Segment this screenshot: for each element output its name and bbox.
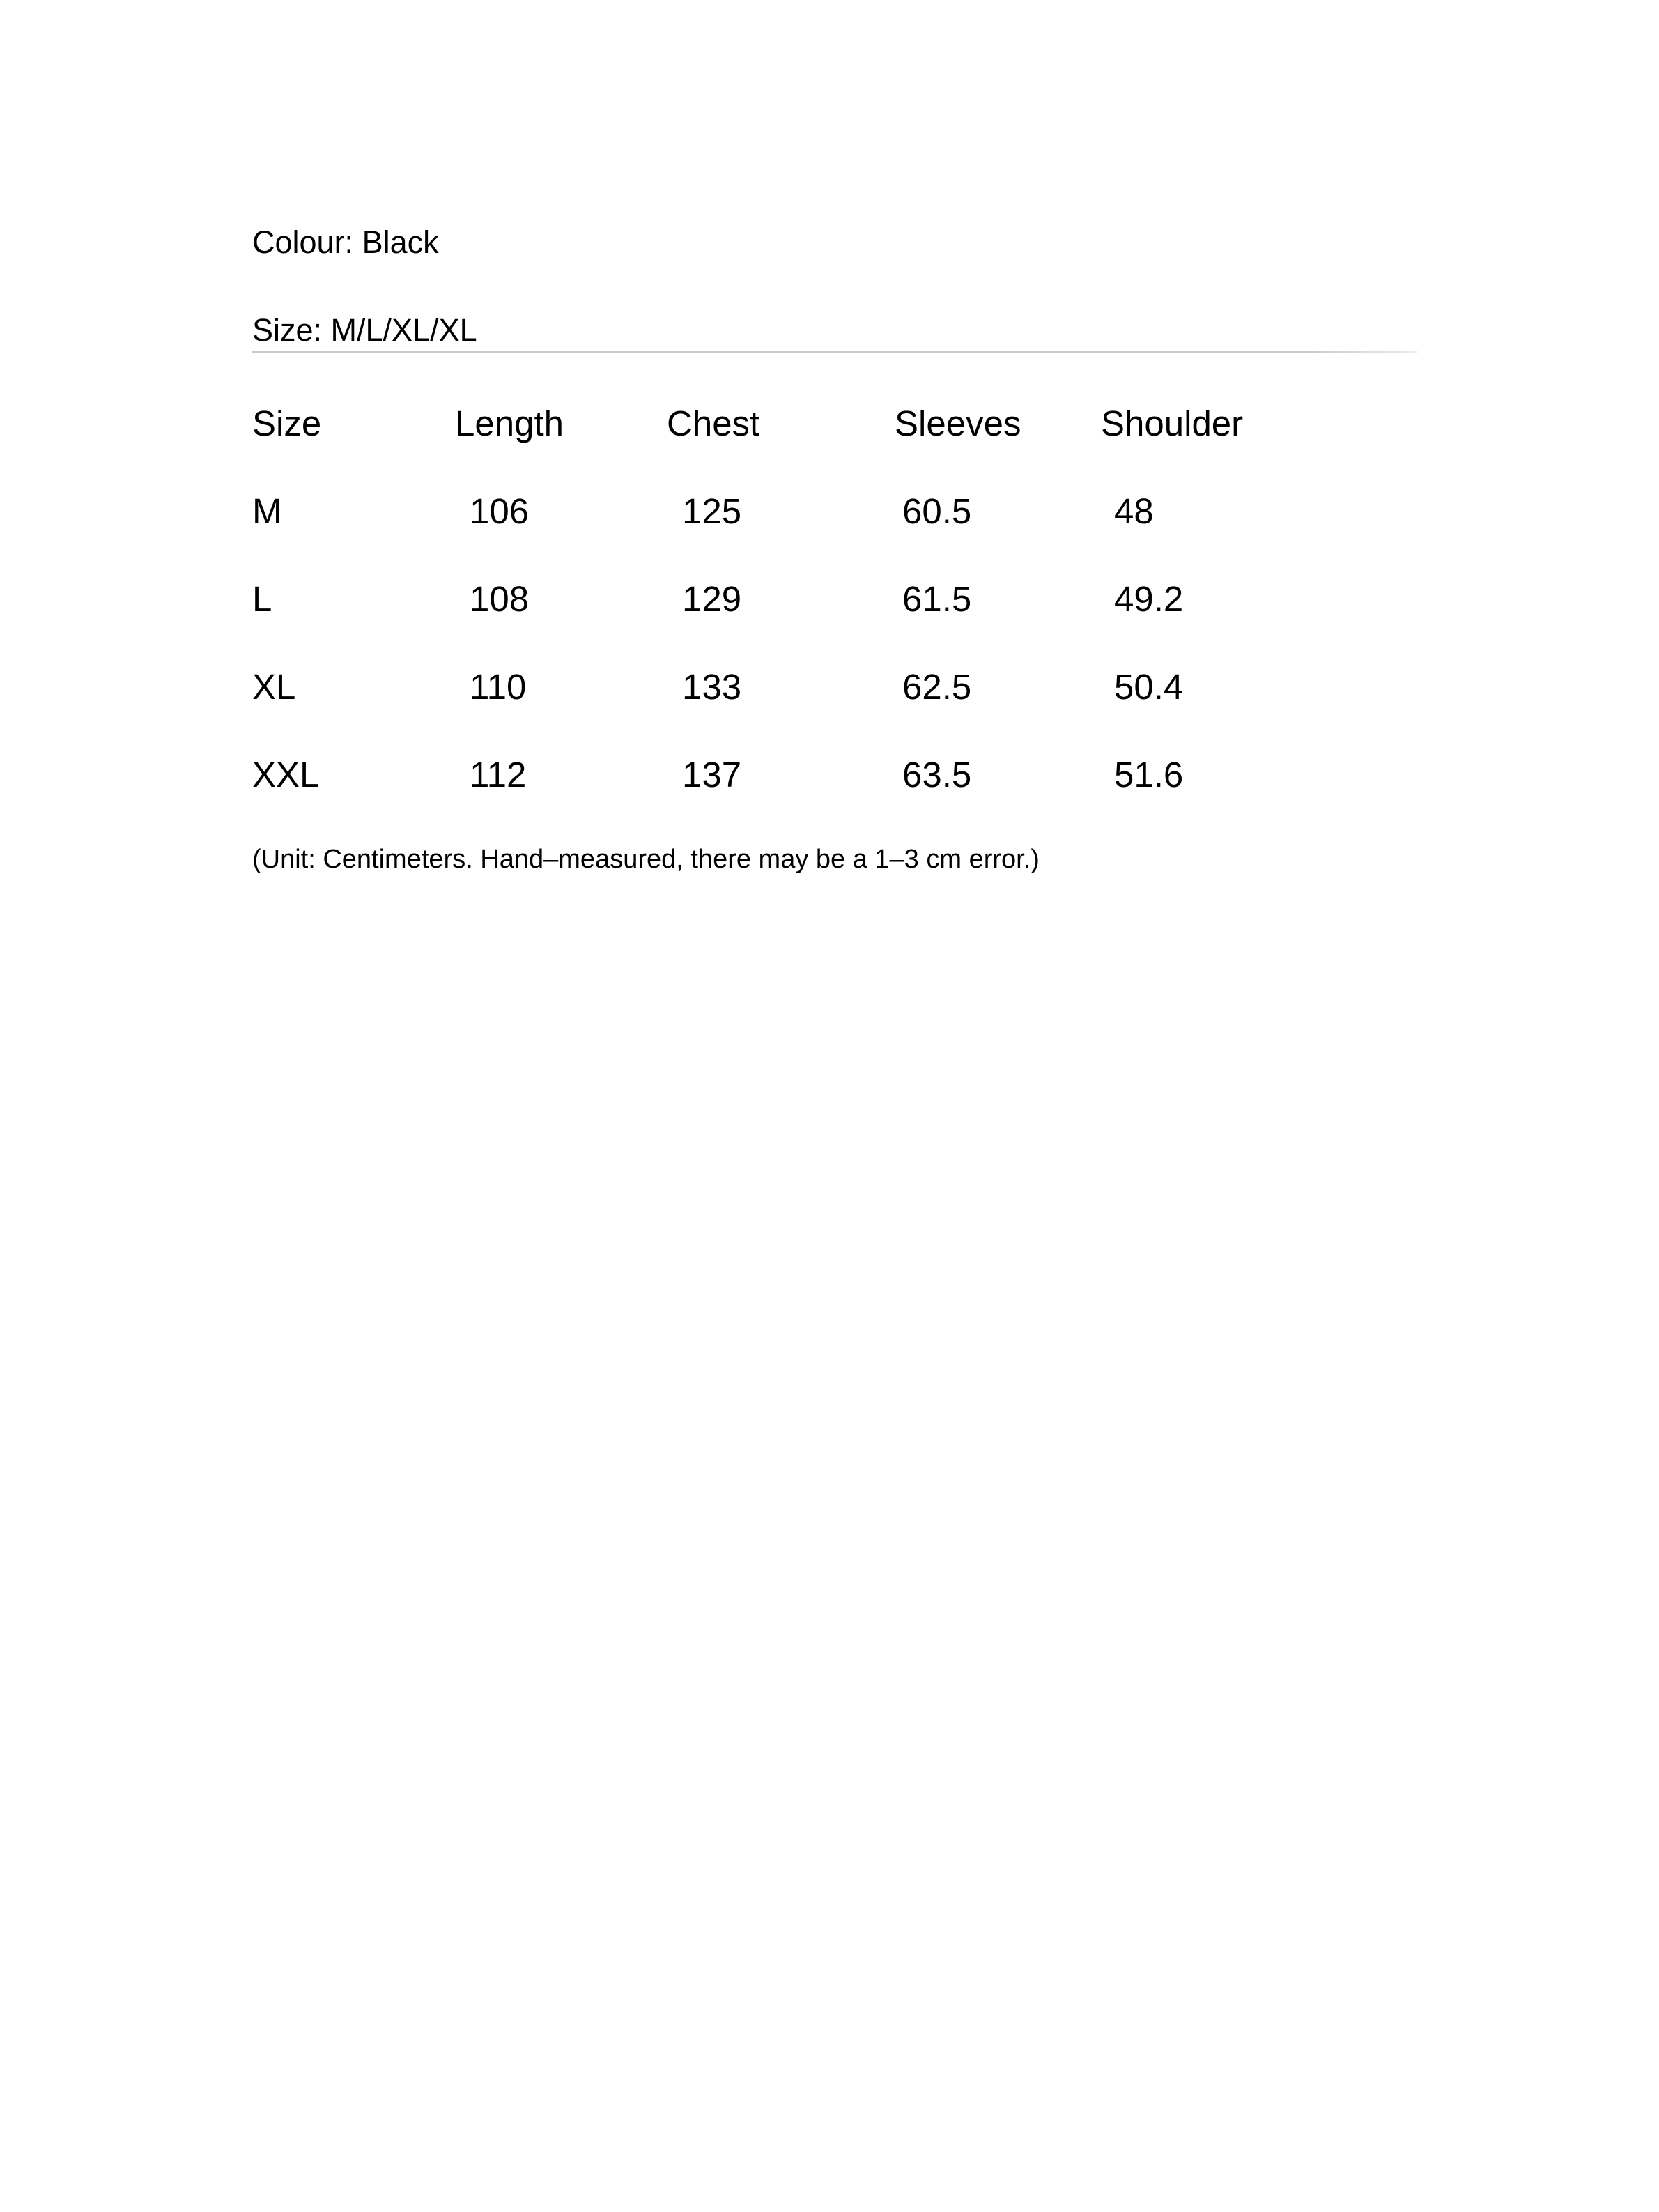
table-header-shoulder: Shoulder bbox=[1101, 404, 1244, 443]
table-cell-size: L bbox=[252, 579, 272, 619]
table-cell-length: 112 bbox=[470, 755, 527, 794]
table-cell-sleeves: 63.5 bbox=[902, 755, 972, 794]
colour-line: Colour: Black bbox=[252, 224, 439, 260]
table-cell-length: 108 bbox=[470, 579, 530, 619]
table-cell-shoulder: 51.6 bbox=[1114, 755, 1184, 794]
table-header-size: Size bbox=[252, 404, 322, 443]
divider bbox=[252, 351, 1417, 353]
table-cell-shoulder: 49.2 bbox=[1114, 579, 1184, 619]
table-cell-chest: 137 bbox=[682, 755, 742, 794]
table-cell-length: 106 bbox=[470, 491, 530, 531]
table-cell-sleeves: 60.5 bbox=[902, 491, 972, 531]
table-cell-sleeves: 62.5 bbox=[902, 667, 972, 707]
table-cell-length: 110 bbox=[470, 667, 527, 707]
table-cell-chest: 133 bbox=[682, 667, 742, 707]
table-header-length: Length bbox=[455, 404, 564, 443]
table-header-sleeves: Sleeves bbox=[895, 404, 1021, 443]
measurement-note: (Unit: Centimeters. Hand–measured, there may be a 1–3 cm error.) bbox=[252, 845, 1040, 874]
table-cell-chest: 129 bbox=[682, 579, 742, 619]
table-cell-chest: 125 bbox=[682, 491, 742, 531]
table-cell-size: XXL bbox=[252, 755, 320, 794]
table-cell-size: M bbox=[252, 491, 282, 531]
table-cell-sleeves: 61.5 bbox=[902, 579, 972, 619]
size-line: Size: M/L/XL/XL bbox=[252, 312, 477, 348]
table-cell-size: XL bbox=[252, 667, 296, 707]
table-cell-shoulder: 50.4 bbox=[1114, 667, 1184, 707]
table-header-chest: Chest bbox=[667, 404, 760, 443]
table-cell-shoulder: 48 bbox=[1114, 491, 1154, 531]
